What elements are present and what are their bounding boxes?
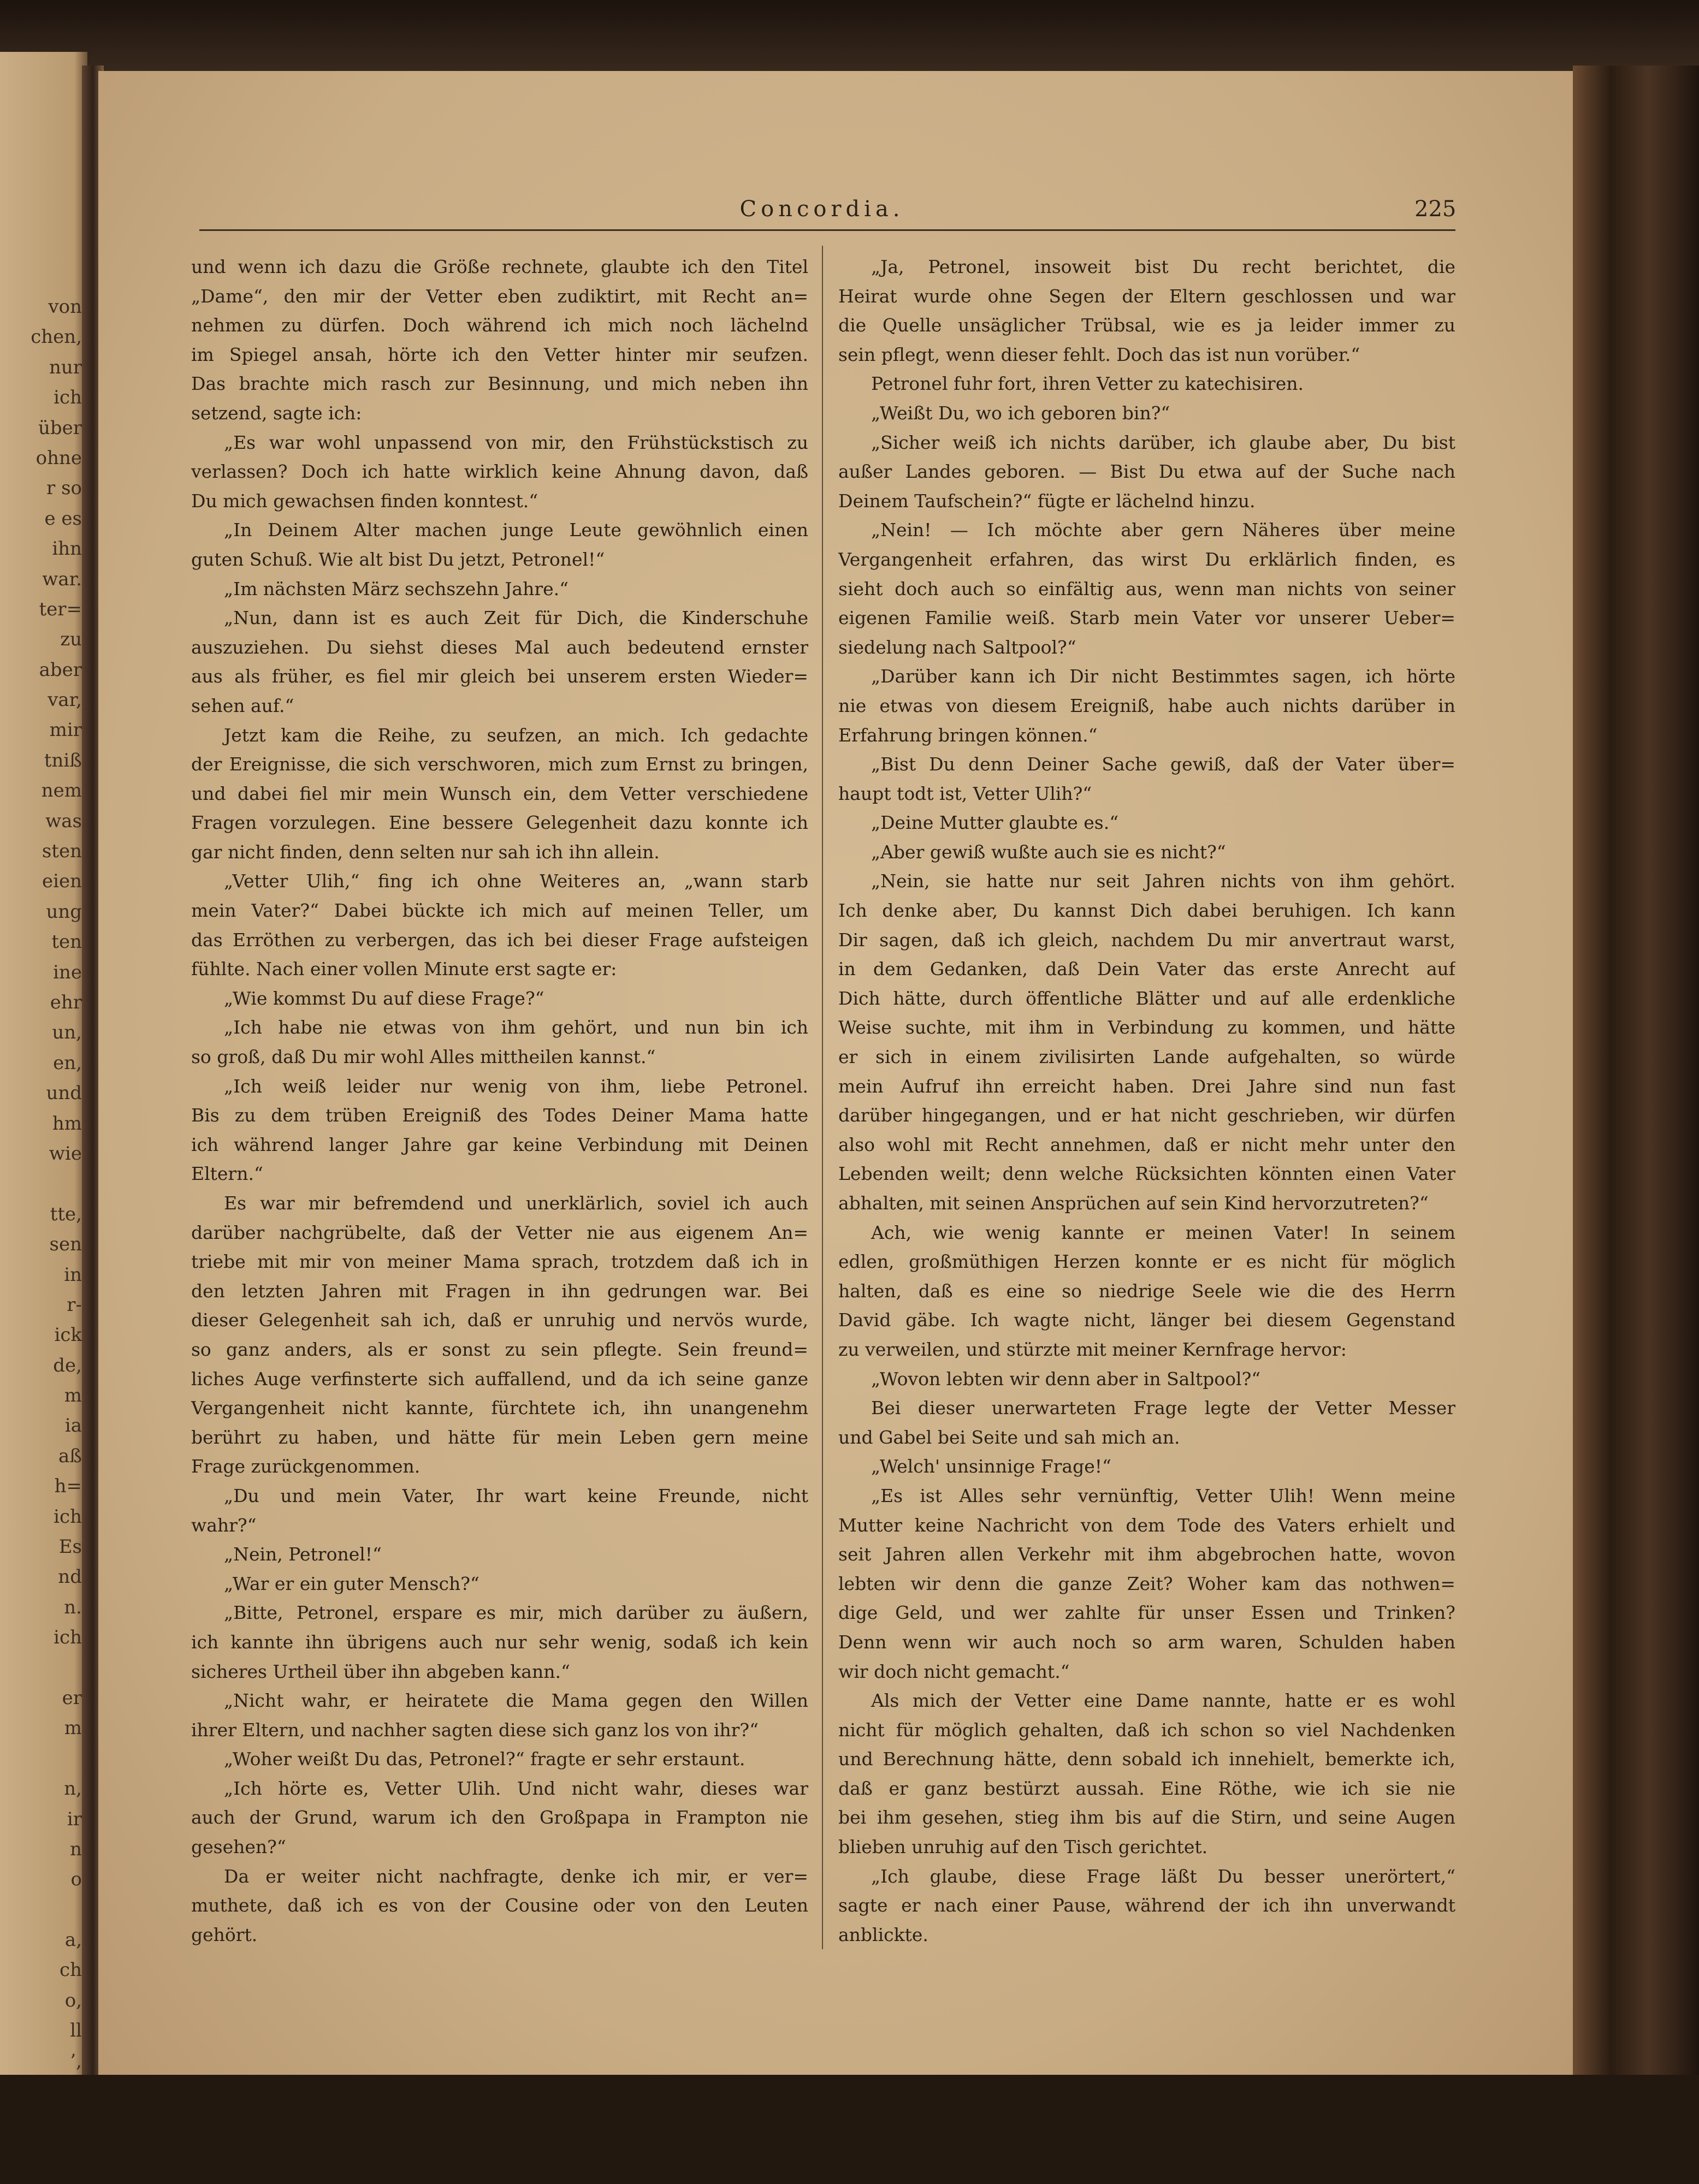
text-line: auch der Grund, warum ich den Großpapa in Frampton nie <box>191 1807 808 1829</box>
paragraph <box>191 1072 808 1189</box>
facing-page-fragment <box>0 1744 82 1774</box>
text-line: und dabei fiel mir mein Wunsch ein, dem Vetter verschiedene <box>191 782 808 804</box>
facing-page-fragment: ch <box>60 1959 82 1981</box>
facing-page-fragment: a, <box>64 1929 82 1951</box>
text-line: sagte er nach einer Pause, während der ich ihn unverwandt <box>838 1895 1455 1916</box>
paragraph <box>191 867 808 983</box>
text-line: die Quelle unsäglicher Trübsal, wie es ja leider immer zu <box>838 314 1455 336</box>
text-line: David gäbe. Ich wagte nicht, länger bei diesem Gegenstand <box>838 1309 1455 1331</box>
text-line: Petronel fuhr fort, ihren Vetter zu katechisiren. <box>871 373 1304 395</box>
paragraph <box>838 399 1455 428</box>
text-line: aus als früher, es fiel mir gleich bei unserem ersten Wieder= <box>191 666 808 687</box>
text-line: „Darüber kann ich Dir nicht Bestimmtes sagen, ich hörte <box>871 666 1455 687</box>
facing-page-fragment: ung <box>46 900 82 923</box>
paragraph <box>838 1218 1455 1364</box>
facing-page-fragment: ick <box>54 1324 82 1346</box>
text-line: lebten wir denn die ganze Zeit? Woher kam das nothwen= <box>838 1572 1455 1594</box>
paragraph <box>191 1862 808 1950</box>
text-line: so groß, daß Du mir wohl Alles mittheilen kannst.“ <box>191 1046 656 1068</box>
text-line: „Du und mein Vater, Ihr wart keine Freunde, nicht <box>224 1485 808 1506</box>
paragraph <box>191 515 808 574</box>
facing-page-fragment: aber <box>39 658 82 681</box>
paragraph <box>191 428 808 516</box>
text-line: seit Jahren allen Verkehr mit ihm abgebrochen hatte, wovon <box>838 1544 1455 1565</box>
facing-page-fragment: ihn <box>52 538 82 560</box>
facing-page-fragment: sten <box>42 840 82 863</box>
text-line: wir doch nicht gemacht.“ <box>838 1660 1070 1682</box>
facing-page-fragment: über <box>38 417 82 439</box>
facing-page-fragment: var, <box>48 689 82 711</box>
text-line: Heirat wurde ohne Segen der Eltern geschlossen und war <box>838 285 1455 307</box>
text-line: gehört. <box>191 1924 258 1945</box>
paragraph <box>838 1481 1455 1686</box>
facing-page-fragment: was <box>45 810 82 832</box>
text-line: im Spiegel ansah, hörte ich den Vetter hinter mir seufzen. <box>191 343 808 365</box>
facing-page-fragment: un, <box>52 1022 82 1044</box>
text-line: Frage zurückgenommen. <box>191 1456 421 1477</box>
text-line: halten, daß es eine so niedrige Seele wie die des Herrn <box>838 1280 1455 1302</box>
paragraph <box>838 750 1455 808</box>
facing-page-fragment: und <box>46 1082 82 1105</box>
text-line: sieht doch auch so einfältig aus, wenn man nichts von seiner <box>838 578 1455 600</box>
text-line: „Ich weiß leider nur wenig von ihm, liebe Petronel. <box>224 1075 808 1097</box>
scan-background-bottom <box>0 2075 1699 2184</box>
facing-page-fragment: n <box>70 1838 82 1860</box>
text-line: berührt zu haben, und hätte für mein Leben gern meine <box>191 1426 808 1448</box>
paragraph <box>191 1744 808 1774</box>
facing-page-fragment: ich <box>54 387 82 409</box>
facing-page-fragment: von <box>48 296 82 318</box>
column-divider <box>822 246 823 1949</box>
text-line: Als mich der Vetter eine Dame nannte, hatte er es wohl <box>871 1690 1455 1712</box>
facing-page-fragment: nd <box>58 1566 82 1588</box>
text-line: Dir sagen, daß ich gleich, nachdem Du mir anvertraut warst, <box>838 929 1455 951</box>
text-line: Da er weiter nicht nachfragte, denke ich mir, er ver= <box>224 1865 808 1887</box>
paragraph <box>191 574 808 604</box>
paragraph <box>838 1364 1455 1394</box>
facing-page-fragment: aß <box>58 1445 82 1467</box>
page-number: 225 <box>1414 197 1457 222</box>
paragraph <box>191 1481 808 1540</box>
text-line: ihrer Eltern, und nachher sagten diese sich ganz los von ihr?“ <box>191 1719 759 1741</box>
text-line: „Bitte, Petronel, erspare es mir, mich darüber zu äußern, <box>224 1602 808 1624</box>
text-line: „Bist Du denn Deiner Sache gewiß, daß der Vater über= <box>871 753 1455 775</box>
facing-page-fragment: ’, <box>70 2050 82 2072</box>
text-line: edlen, großmüthigen Herzen konnte er es nicht für möglich <box>838 1251 1455 1273</box>
text-line: und wenn ich dazu die Größe rechnete, glaubte ich den Titel <box>191 256 808 277</box>
facing-page-fragment: ehr <box>50 991 82 1013</box>
facing-page-edge <box>0 52 87 2105</box>
text-line: „Sicher weiß ich nichts darüber, ich glaube aber, Du bist <box>871 431 1455 453</box>
text-line: verlassen? Doch ich hatte wirklich keine Ahnung davon, daß <box>191 461 808 483</box>
facing-page-fragment: h= <box>54 1475 82 1498</box>
facing-page-fragment: ia <box>64 1415 82 1437</box>
text-line: das Erröthen zu verbergen, das ich bei dieser Frage aufsteigen <box>191 929 808 951</box>
paragraph <box>191 603 808 720</box>
text-line: Deinem Taufschein?“ fügte er lächelnd hinzu. <box>838 490 1256 512</box>
text-line: Lebenden weilt; denn welche Rücksichten könnten einen Vater <box>838 1163 1455 1185</box>
facing-page-fragment: war. <box>42 568 82 590</box>
text-line: mein Aufruf ihn erreicht haben. Drei Jahre sind nun fast <box>838 1075 1455 1097</box>
text-line: „Nein, sie hatte nur seit Jahren nichts von ihm gehört. <box>871 870 1455 892</box>
text-line: haupt todt ist, Vetter Ulih?“ <box>838 782 1092 804</box>
text-line: so ganz anders, als er sonst zu sein pflegte. Sein freund= <box>191 1338 808 1360</box>
facing-page-fragment: mir <box>49 719 82 741</box>
facing-page-fragment: in <box>64 1263 82 1286</box>
facing-page-fragment: o <box>70 1868 82 1891</box>
text-line: „Nun, dann ist es auch Zeit für Dich, die Kinderschuhe <box>224 607 808 629</box>
facing-page-fragment: nem <box>41 780 82 802</box>
facing-page-fragment: n, <box>64 1778 82 1800</box>
facing-page-fragment: r- <box>67 1293 82 1316</box>
facing-page-fragment: hm <box>52 1112 82 1135</box>
text-line: setzend, sagte ich: <box>191 402 362 424</box>
text-line: „Ich glaube, diese Frage läßt Du besser unerörtert,“ <box>871 1865 1455 1887</box>
text-line: gar nicht finden, denn selten nur sah ich ihn allein. <box>191 841 660 863</box>
scan-background-top <box>0 0 1699 76</box>
text-line: Mutter keine Nachricht von dem Tode des Vaters erhielt und <box>838 1514 1455 1536</box>
facing-page-fragment: n. <box>64 1596 82 1618</box>
facing-page-fragment: ten <box>51 931 82 953</box>
text-line: Eltern.“ <box>191 1163 263 1185</box>
facing-page-fragment <box>0 1895 82 1925</box>
facing-page-fragment: Es <box>58 1536 82 1558</box>
text-line: außer Landes geboren. — Bist Du etwa auf der Suche nach <box>838 461 1455 483</box>
facing-page-fragment: ich <box>54 1627 82 1649</box>
text-line: „Aber gewiß wußte auch sie es nicht?“ <box>871 841 1226 863</box>
paragraph <box>191 1774 808 1862</box>
text-line: Vergangenheit nicht kannte, fürchtete ich, ihn unangenehm <box>191 1397 808 1419</box>
text-line: darüber hingegangen, und er hat nicht geschrieben, wir dürfen <box>838 1105 1455 1126</box>
text-line: „Welch' unsinnige Frage!“ <box>871 1456 1111 1477</box>
facing-page-fragment: o, <box>64 1989 82 2011</box>
text-line: Ach, wie wenig kannte er meinen Vater! In seinem <box>871 1221 1455 1243</box>
text-line: Jetzt kam die Reihe, zu seufzen, an mich. Ich gedachte <box>224 724 808 746</box>
text-line: „Dame“, den mir der Vetter eben zudiktirt, mit Recht an= <box>191 285 808 307</box>
text-line: Bei dieser unerwarteten Frage legte der Vetter Messer <box>871 1397 1455 1419</box>
paragraph <box>191 1686 808 1744</box>
text-line: sein pflegt, wenn dieser fehlt. Doch das ist nun vorüber.“ <box>838 343 1360 365</box>
text-line: darüber nachgrübelte, daß der Vetter nie aus eigenem An= <box>191 1221 808 1243</box>
text-line: „Wie kommst Du auf diese Frage?“ <box>224 987 544 1009</box>
paragraph <box>191 1189 808 1481</box>
text-line: und Gabel bei Seite und sah mich an. <box>838 1426 1180 1448</box>
paragraph <box>838 252 1455 369</box>
text-line: Fragen vorzulegen. Eine bessere Gelegenheit dazu konnte ich <box>191 812 808 834</box>
text-line: dieser Gelegenheit sah ich, daß er unruhig und nervös wurde, <box>191 1309 808 1331</box>
facing-page-fragment <box>0 1653 82 1683</box>
text-line: „War er ein guter Mensch?“ <box>224 1572 479 1594</box>
header-rule <box>199 229 1455 231</box>
text-line: ich kannte ihn übrigens auch nur sehr wenig, sodaß ich kein <box>191 1631 808 1653</box>
paragraph <box>838 1452 1455 1481</box>
text-line: Das brachte mich rasch zur Besinnung, und mich neben ihn <box>191 373 808 395</box>
text-line: sehen auf.“ <box>191 695 294 716</box>
text-line: Weise suchte, mit ihm in Verbindung zu kommen, und hätte <box>838 1017 1455 1038</box>
text-column-left <box>191 252 808 1949</box>
text-line: abhalten, mit seinen Ansprüchen auf sein Kind hervorzutreten?“ <box>838 1192 1429 1214</box>
text-line: „Vetter Ulih,“ fing ich ohne Weiteres an, „wann starb <box>224 870 808 892</box>
text-line: Vergangenheit erfahren, das wirst Du erklärlich finden, es <box>838 548 1455 570</box>
text-line: „Nicht wahr, er heiratete die Mama gegen den Willen <box>224 1690 808 1712</box>
facing-page-fragment: chen, <box>31 326 82 348</box>
text-line: gesehen?“ <box>191 1836 286 1858</box>
paragraph <box>838 662 1455 750</box>
text-line: Es war mir befremdend und unerklärlich, soviel ich auch <box>224 1192 808 1214</box>
paragraph <box>191 252 808 428</box>
facing-page-fragment: ll <box>70 2020 82 2042</box>
text-line: liches Auge verfinsterte sich auffallend, und da ich seine ganze <box>191 1368 808 1390</box>
text-line: der Ereignisse, die sich verschworen, mich zum Ernst zu bringen, <box>191 753 808 775</box>
text-line: in dem Gedanken, daß Dein Vater das erste Anrecht auf <box>838 958 1455 980</box>
paragraph <box>838 838 1455 867</box>
paragraph <box>191 1598 808 1686</box>
paragraph <box>838 1862 1455 1950</box>
facing-page-fragment: m <box>64 1717 82 1740</box>
text-line: muthete, daß ich es von der Cousine oder von den Leuten <box>191 1895 808 1916</box>
text-line: nie etwas von diesem Ereigniß, habe auch nichts darüber in <box>838 695 1455 716</box>
facing-page-fragment: tte, <box>50 1203 82 1225</box>
facing-page-fragment: eien <box>42 870 82 893</box>
facing-page-text-fragments <box>0 292 82 2076</box>
facing-page-fragment: en, <box>53 1052 82 1074</box>
paragraph <box>191 1013 808 1071</box>
facing-page-fragment: de, <box>53 1354 82 1376</box>
paragraph <box>838 867 1455 1218</box>
text-line: Ich denke aber, Du kannst Dich dabei beruhigen. Ich kann <box>838 900 1455 922</box>
text-line: Dich hätte, durch öffentliche Blätter und auf alle erdenkliche <box>838 987 1455 1009</box>
running-header-title: Concordia. <box>739 197 904 222</box>
text-line: „Nein, Petronel!“ <box>224 1544 382 1565</box>
text-line: guten Schuß. Wie alt bist Du jetzt, Petronel!“ <box>191 548 605 570</box>
facing-page-fragment: ter= <box>39 598 82 620</box>
text-line: „Weißt Du, wo ich geboren bin?“ <box>871 402 1170 424</box>
text-line: mein Vater?“ Dabei bückte ich mich auf meinen Teller, um <box>191 900 808 922</box>
text-line: „Nein! — Ich möchte aber gern Näheres über meine <box>871 519 1455 541</box>
paragraph <box>191 1540 808 1569</box>
text-line: „Es war wohl unpassend von mir, den Frühstückstisch zu <box>224 431 808 453</box>
text-line: zu verweilen, und stürzte mit meiner Kernfrage hervor: <box>838 1338 1347 1360</box>
text-line: Erfahrung bringen können.“ <box>838 724 1098 746</box>
text-line: triebe mit mir von meiner Mama sprach, trotzdem daß ich in <box>191 1251 808 1273</box>
facing-page-fragment <box>0 1169 82 1199</box>
facing-page-fragment: zu <box>60 628 82 651</box>
text-line: daß er ganz bestürzt aussah. Eine Röthe, wie ich sie nie <box>838 1777 1455 1799</box>
paragraph <box>191 1569 808 1599</box>
facing-page-fragment: ohne <box>35 447 82 469</box>
facing-page-fragment: sen <box>49 1233 82 1256</box>
text-line: siedelung nach Saltpool?“ <box>838 636 1076 658</box>
text-line: „Woher weißt Du das, Petronel?“ fragte er sehr erstaunt. <box>224 1748 745 1770</box>
text-line: auszuziehen. Du siehst dieses Mal auch bedeutend ernster <box>191 636 808 658</box>
text-line: blieben unruhig auf den Tisch gerichtet. <box>838 1836 1208 1858</box>
book-binding-edge <box>1573 66 1699 2118</box>
facing-page-fragment: m <box>64 1385 82 1407</box>
paragraph <box>191 984 808 1013</box>
text-line: den letzten Jahren mit Fragen in ihn gedrungen war. Bei <box>191 1280 808 1302</box>
text-line: dige Geld, und wer zahlte für unser Essen und Trinken? <box>838 1602 1455 1624</box>
text-line: anblickte. <box>838 1924 928 1945</box>
text-line: Denn wenn wir auch noch so arm waren, Schulden haben <box>838 1631 1455 1653</box>
text-line: und Berechnung hätte, denn sobald ich innehielt, bemerkte ich, <box>838 1748 1455 1770</box>
text-line: „Ich habe nie etwas von ihm gehört, und nun bin ich <box>224 1017 808 1038</box>
text-line: eigenen Familie weiß. Starb mein Vater vor unserer Ueber= <box>838 607 1455 629</box>
facing-page-fragment: ich <box>54 1505 82 1528</box>
facing-page-fragment: wie <box>49 1142 82 1165</box>
paragraph <box>191 721 808 867</box>
text-line: fühlte. Nach einer vollen Minute erst sagte er: <box>191 958 617 980</box>
text-line: ich während langer Jahre gar keine Verbindung mit Deinen <box>191 1133 808 1155</box>
paragraph <box>838 808 1455 838</box>
text-line: „In Deinem Alter machen junge Leute gewöhnlich einen <box>224 519 808 541</box>
text-line: sicheres Urtheil über ihn abgeben kann.“ <box>191 1660 570 1682</box>
text-line: „Deine Mutter glaubte es.“ <box>871 812 1119 834</box>
facing-page-fragment: r so <box>46 477 82 500</box>
text-column-right <box>838 252 1455 1949</box>
facing-page-fragment: er <box>62 1687 82 1709</box>
facing-page-fragment: nur <box>49 356 82 378</box>
paragraph <box>838 1686 1455 1862</box>
text-line: „Ich hörte es, Vetter Ulih. Und nicht wahr, dieses war <box>224 1777 808 1799</box>
text-line: „Es ist Alles sehr vernünftig, Vetter Ulih! Wenn meine <box>871 1485 1455 1506</box>
text-line: also wohl mit Recht annehmen, daß er nicht mehr unter den <box>838 1133 1455 1155</box>
text-line: nehmen zu dürfen. Doch während ich mich noch lächelnd <box>191 314 808 336</box>
paragraph <box>838 369 1455 399</box>
paragraph <box>838 515 1455 662</box>
text-line: „Im nächsten März sechszehn Jahre.“ <box>224 578 569 600</box>
facing-page-fragment: ine <box>53 961 82 983</box>
text-line: Du mich gewachsen finden konntest.“ <box>191 490 538 512</box>
text-line: „Ja, Petronel, insoweit bist Du recht berichtet, die <box>871 256 1455 277</box>
text-line: Bis zu dem trüben Ereigniß des Todes Deiner Mama hatte <box>191 1105 808 1126</box>
text-line: wahr?“ <box>191 1514 257 1536</box>
paragraph <box>838 1393 1455 1452</box>
text-line: bei ihm gesehen, stieg ihm bis auf die Stirn, und seine Augen <box>838 1807 1455 1829</box>
text-line: „Wovon lebten wir denn aber in Saltpool?“ <box>871 1368 1261 1390</box>
text-line: nicht für möglich gehalten, daß ich schon so viel Nachdenken <box>838 1719 1455 1741</box>
paragraph <box>838 428 1455 516</box>
facing-page-fragment: tniß <box>44 749 82 771</box>
facing-page-fragment: ir <box>67 1808 82 1830</box>
text-line: er sich in einem zivilisirten Lande aufgehalten, so würde <box>838 1046 1455 1068</box>
facing-page-fragment: e es <box>44 507 82 530</box>
